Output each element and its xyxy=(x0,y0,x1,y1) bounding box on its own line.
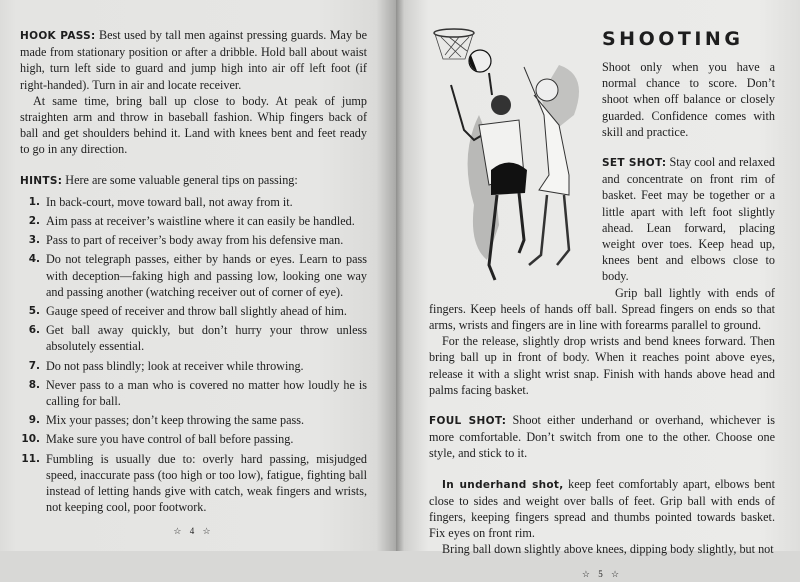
foul-shot-heading: FOUL SHOT: xyxy=(429,415,507,428)
underhand-text: keep feet comfortably apart, elbows bent close to sides and weight over balls of feet. Grip ball with ends of fingers, keeping fingers spread and thumbs pointed towards basket. Fix eyes on front rim. xyxy=(429,476,776,541)
hint-text: Make sure you have control of ball before passing. xyxy=(46,432,294,447)
hint-number: 4. xyxy=(28,253,40,266)
hint-number: 10. xyxy=(21,433,40,446)
underhand-heading: In underhand shot, xyxy=(442,478,564,491)
hint-text: In back-court, move toward ball, not away from it. xyxy=(46,194,293,209)
hint-item xyxy=(20,194,367,210)
set-shot-text-2: Grip ball lightly with ends of fingers. Keep heels of hands off ball. Spread fingers on ends so that xyxy=(429,285,775,316)
hint-item xyxy=(20,377,367,409)
hint-text: Pass to part of receiver’s body away from his defensive man. xyxy=(46,233,344,248)
hook-pass-text: Best used by tall men against pressing guards. May be made from stationary position or after a dribble. Hold ball about waist high, turn left side to guard and jump high into air off left foot (if right-handed). Turn in air and locate receiver. xyxy=(20,28,367,92)
underhand-text-2: Bring ball down slightly above knees, dipping body slightly, but not xyxy=(442,542,774,557)
hint-item xyxy=(20,431,367,447)
right-column xyxy=(429,25,775,582)
page-number-right: ☆ 5 ☆ xyxy=(581,568,623,579)
underhand-section xyxy=(429,476,775,558)
hint-number: 3. xyxy=(28,234,40,247)
hint-text: Never pass to a man who is covered no matter how loudly he is calling for ball. xyxy=(46,377,367,409)
hint-item xyxy=(20,251,367,300)
basketball-illustration xyxy=(429,25,599,287)
hook-pass-text-2: At same time, bring ball up close to body. At peak of jump straighten arm and throw in baseball fashion. Whip fingers back of ball and get shoulders behind it. Land with knees bent and feet ready to go in any direction. xyxy=(20,93,367,157)
left-column xyxy=(20,27,367,540)
section-title: SHOOTING xyxy=(602,28,744,50)
set-shot-heading: SET SHOT: xyxy=(602,157,667,170)
hint-item xyxy=(20,358,367,374)
hint-text: Fumbling is usually due to: overly hard passing, misjudged speed, inaccurate pass (too high or too low), fatigue, fighting ball instead of letting hands give with catch, weak fingers and wrists, not keeping cool, poor footwork. xyxy=(46,451,367,515)
set-shot-text-3: For the release, slightly drop wrists and bend knees forward. Then bring ball up in front of body. When it reaches point above eyes, release it with a slight wrist snap. Finish with hands above head and palms facing basket. xyxy=(429,334,775,397)
hint-number: 11. xyxy=(21,452,40,465)
hints-intro xyxy=(20,172,367,189)
hints-intro-text: Here are some valuable general tips on passing: xyxy=(65,172,298,187)
hint-item xyxy=(20,213,367,229)
hint-text: Mix your passes; don’t keep throwing the same pass. xyxy=(46,413,305,428)
hint-item xyxy=(20,451,367,516)
set-shot-text-2b: arms, wrists and fingers are in line with forearms parallel to ground. xyxy=(429,318,762,333)
hint-number: 1. xyxy=(28,195,40,208)
foul-shot-section xyxy=(429,412,775,462)
hint-number: 5. xyxy=(28,305,40,318)
hint-text: Aim pass at receiver’s waistline where it can easily be handled. xyxy=(46,214,355,229)
hook-pass-heading: HOOK PASS: xyxy=(20,30,96,42)
set-shot-text: Stay cool and relaxed and concentrate on front rim of basket. Feet may be together or a little apart with left foot slightly ahead. Lean forward, placing weight over toes. Keep head up, knees bent and elbows close to body. xyxy=(602,155,775,284)
page-number-left: ☆ 4 ☆ xyxy=(173,526,214,537)
hint-number: 7. xyxy=(28,359,40,372)
hint-text: Gauge speed of receiver and throw ball slightly ahead of him. xyxy=(46,304,347,319)
hint-item xyxy=(20,232,367,248)
hint-item xyxy=(20,412,367,428)
hints-list xyxy=(20,194,367,516)
foul-shot-text: Shoot either underhand or overhand, whichever is more comfortable. Don’t switch from one to the other. Choose one style, and stick to it. xyxy=(429,413,775,461)
basket-icon xyxy=(434,29,474,59)
hint-number: 6. xyxy=(28,324,40,337)
hint-text: Do not pass blindly; look at receiver while throwing. xyxy=(46,358,304,373)
hint-number: 2. xyxy=(28,215,40,228)
hint-item xyxy=(20,322,367,354)
shooting-intro: Shoot only when you have a normal chance to score. Don’t shoot when off balance or closely guarded. Confidence comes with skill and practice. xyxy=(602,60,775,139)
hint-text: Do not telegraph passes, either by hands or eyes. Learn to pass with deception—faking high and passing low, looking one way and passing another (watching receiver out of corner of eye). xyxy=(46,252,367,299)
hint-number: 8. xyxy=(28,378,40,391)
hint-item xyxy=(20,303,367,319)
hint-text: Get ball away quickly, but don’t hurry your throw unless absolutely essential. xyxy=(46,323,367,354)
hint-number: 9. xyxy=(28,414,40,427)
hints-heading: HINTS: xyxy=(20,174,63,187)
hook-pass-section xyxy=(20,27,367,158)
